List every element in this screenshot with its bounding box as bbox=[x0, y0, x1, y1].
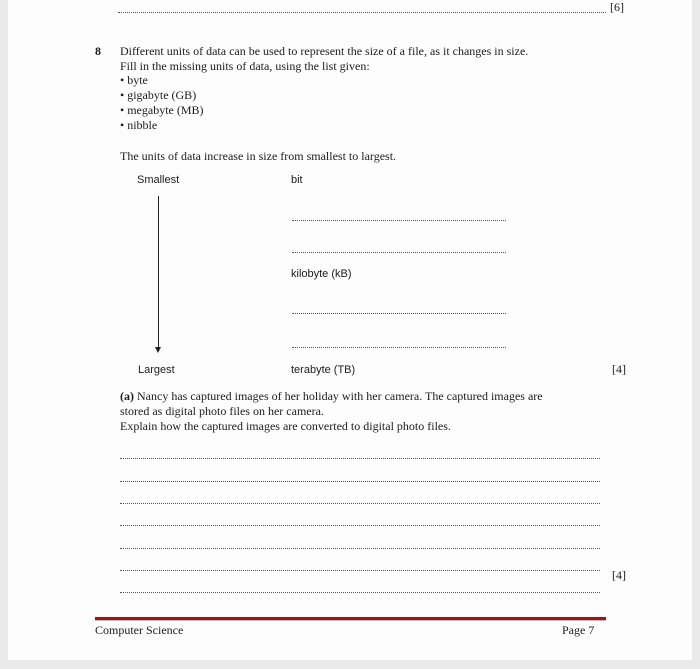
answer-line[interactable] bbox=[120, 570, 600, 571]
list-item-nibble: • nibble bbox=[120, 118, 158, 132]
arrow-head-icon bbox=[155, 347, 161, 353]
part-a-line-1 bbox=[120, 389, 543, 404]
list-item-byte: • byte bbox=[120, 73, 148, 87]
part-a-line-2: stored as digital photo files on her camera. bbox=[120, 404, 324, 418]
unit-answer-line-4[interactable] bbox=[292, 347, 506, 348]
largest-label: Largest bbox=[138, 364, 175, 376]
question-number: 8 bbox=[95, 44, 101, 58]
exam-page bbox=[8, 0, 692, 660]
smallest-label: Smallest bbox=[137, 174, 180, 186]
part-a-line-3: Explain how the captured images are converted to digital photo files. bbox=[120, 419, 451, 433]
size-arrow bbox=[158, 196, 159, 348]
answer-line[interactable] bbox=[120, 548, 600, 549]
answer-line[interactable] bbox=[120, 503, 600, 504]
marks-part-a: [4] bbox=[612, 568, 626, 582]
answer-line[interactable] bbox=[120, 481, 600, 482]
footer-subject: Computer Science bbox=[95, 623, 184, 637]
answer-line[interactable] bbox=[120, 458, 600, 459]
unit-bit: bit bbox=[291, 174, 303, 186]
marks-q8: [4] bbox=[612, 362, 626, 376]
answer-line[interactable] bbox=[120, 592, 600, 593]
footer-page-number: Page 7 bbox=[562, 623, 595, 637]
part-a-text-1: Nancy has captured images of her holiday with her camera. The captured images are bbox=[137, 389, 543, 403]
footer-rule-shadow bbox=[95, 620, 606, 621]
order-instruction: The units of data increase in size from smallest to largest. bbox=[120, 149, 397, 163]
answer-line[interactable] bbox=[118, 12, 606, 13]
unit-terabyte: terabyte (TB) bbox=[291, 364, 356, 376]
part-a-label: (a) bbox=[120, 389, 134, 403]
marks-top: [6] bbox=[610, 0, 624, 14]
unit-answer-line-1[interactable] bbox=[292, 220, 506, 221]
answer-line[interactable] bbox=[120, 525, 600, 526]
question-line-2: Fill in the missing units of data, using the list given: bbox=[120, 59, 370, 73]
unit-answer-line-3[interactable] bbox=[292, 313, 506, 314]
question-line-1: Different units of data can be used to represent the size of a file, as it changes in size. bbox=[120, 44, 529, 58]
unit-kilobyte: kilobyte (kB) bbox=[291, 268, 352, 280]
unit-answer-line-2[interactable] bbox=[292, 252, 506, 253]
list-item-gigabyte: • gigabyte (GB) bbox=[120, 88, 197, 102]
list-item-megabyte: • megabyte (MB) bbox=[120, 103, 204, 117]
